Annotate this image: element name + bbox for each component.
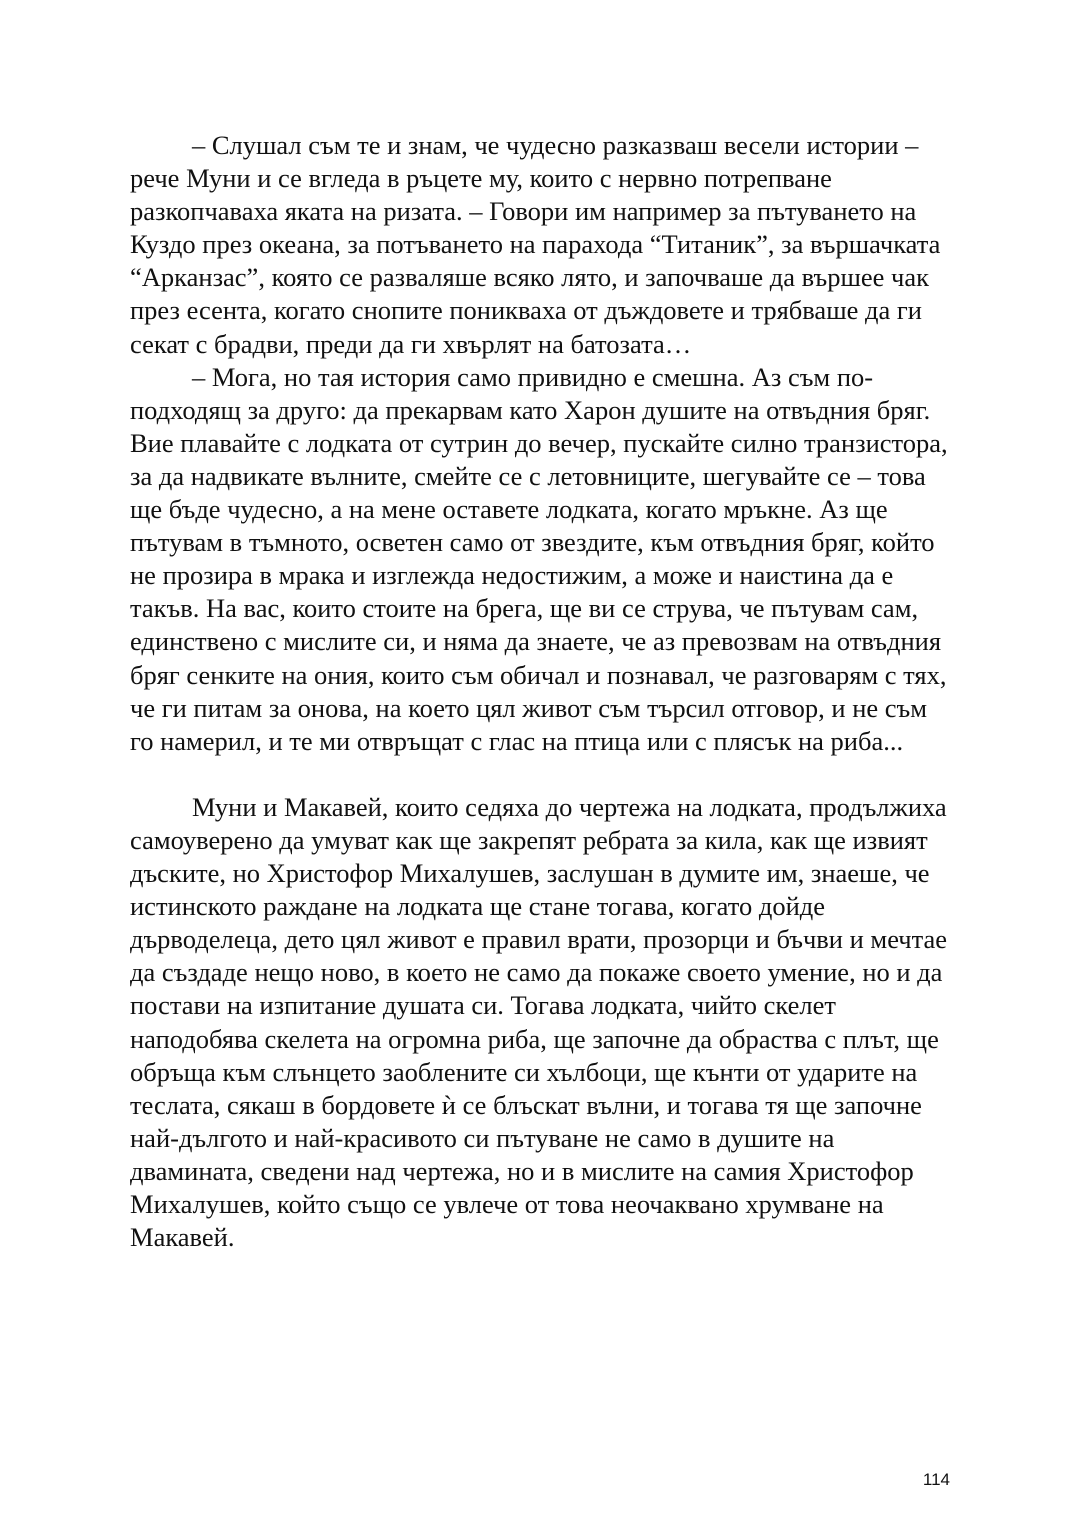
paragraph-dialogue-reply: – Мога, но тая история само привидно е смешна. Аз съм по-подходящ за друго: да прекарвам като Харон душите на отвъдния бряг. Вие плавайте с лодката от сутрин до вечер, пускайте силно транзистора, за да надвикате вълните, смейте се с летовниците, шегувайте се – това ще бъде чудесно, а на мене оставете лодката, когато мръкне. Аз ще пътувам в тъмното, осветен само от звездите, към отвъдния бряг, който не прозира в мрака и изглежда недостижим, а може и наистина да е такъв. На вас, които стоите на брега, ще ви се струва, че пътувам сам, единствено с мислите си, и няма да знаете, че аз превозвам на отвъдния бряг сенките на ония, които съм обичал и познавал, че разговарям с тях, че ги питам за онова, на което цял живот съм търсил отговор, и не съм го намерил, и те ми отвръщат с глас на птица или с плясък на риба...	[130, 361, 948, 756]
page-number: 114	[922, 1470, 950, 1489]
paragraph-narration: Муни и Макавей, които седяха до чертежа на лодката, продължиха самоуверено да умуват как ще закрепят ребрата за кила, как ще извият дъските, но Христофор Михалушев, заслушан в думите им, знаеше, че истинското раждане на лодката ще стане тогава, когато дойде дърводелеца, дето цял живот е правил врати, прозорци и бъчви и мечтае да създаде нещо ново, в което не само да покаже своето умение, но и да постави на изпитание душата си. Тогава лодката, чийто скелет наподобява скелета на огромна риба, ще започне да обраства с плът, ще обръща към слънцето заоблените си хълбоци, ще кънти от ударите на теслата, сякаш в бордовете ѝ се блъскат вълни, и тогава тя ще започне най-дългото и най-красивото си пътуване не само в душите на двамината, сведени над чертежа, но и в мислите на самия Христофор Михалушев, който също се увлече от това неочаквано хрумване на Макавей.	[130, 791, 948, 1253]
body-text	[130, 129, 952, 1254]
paragraph-dialogue-muni: – Слушал съм те и знам, че чудесно разказваш весели истории – рече Муни и се вгледа в ръцете му, които с нервно потрепване разкопчаваха яката на ризата. – Говори им например за пътуването на Куздо през океана, за потъването на парахода “Титаник”, за вършачката “Арканзас”, която се разваляше всяко лято, и започваше да вършее чак през есента, когато снопите поникваха от дъждовете и трябваше да ги секат с брадви, преди да ги хвърлят на батозата…	[130, 130, 941, 359]
paragraph-spacer	[130, 758, 952, 791]
